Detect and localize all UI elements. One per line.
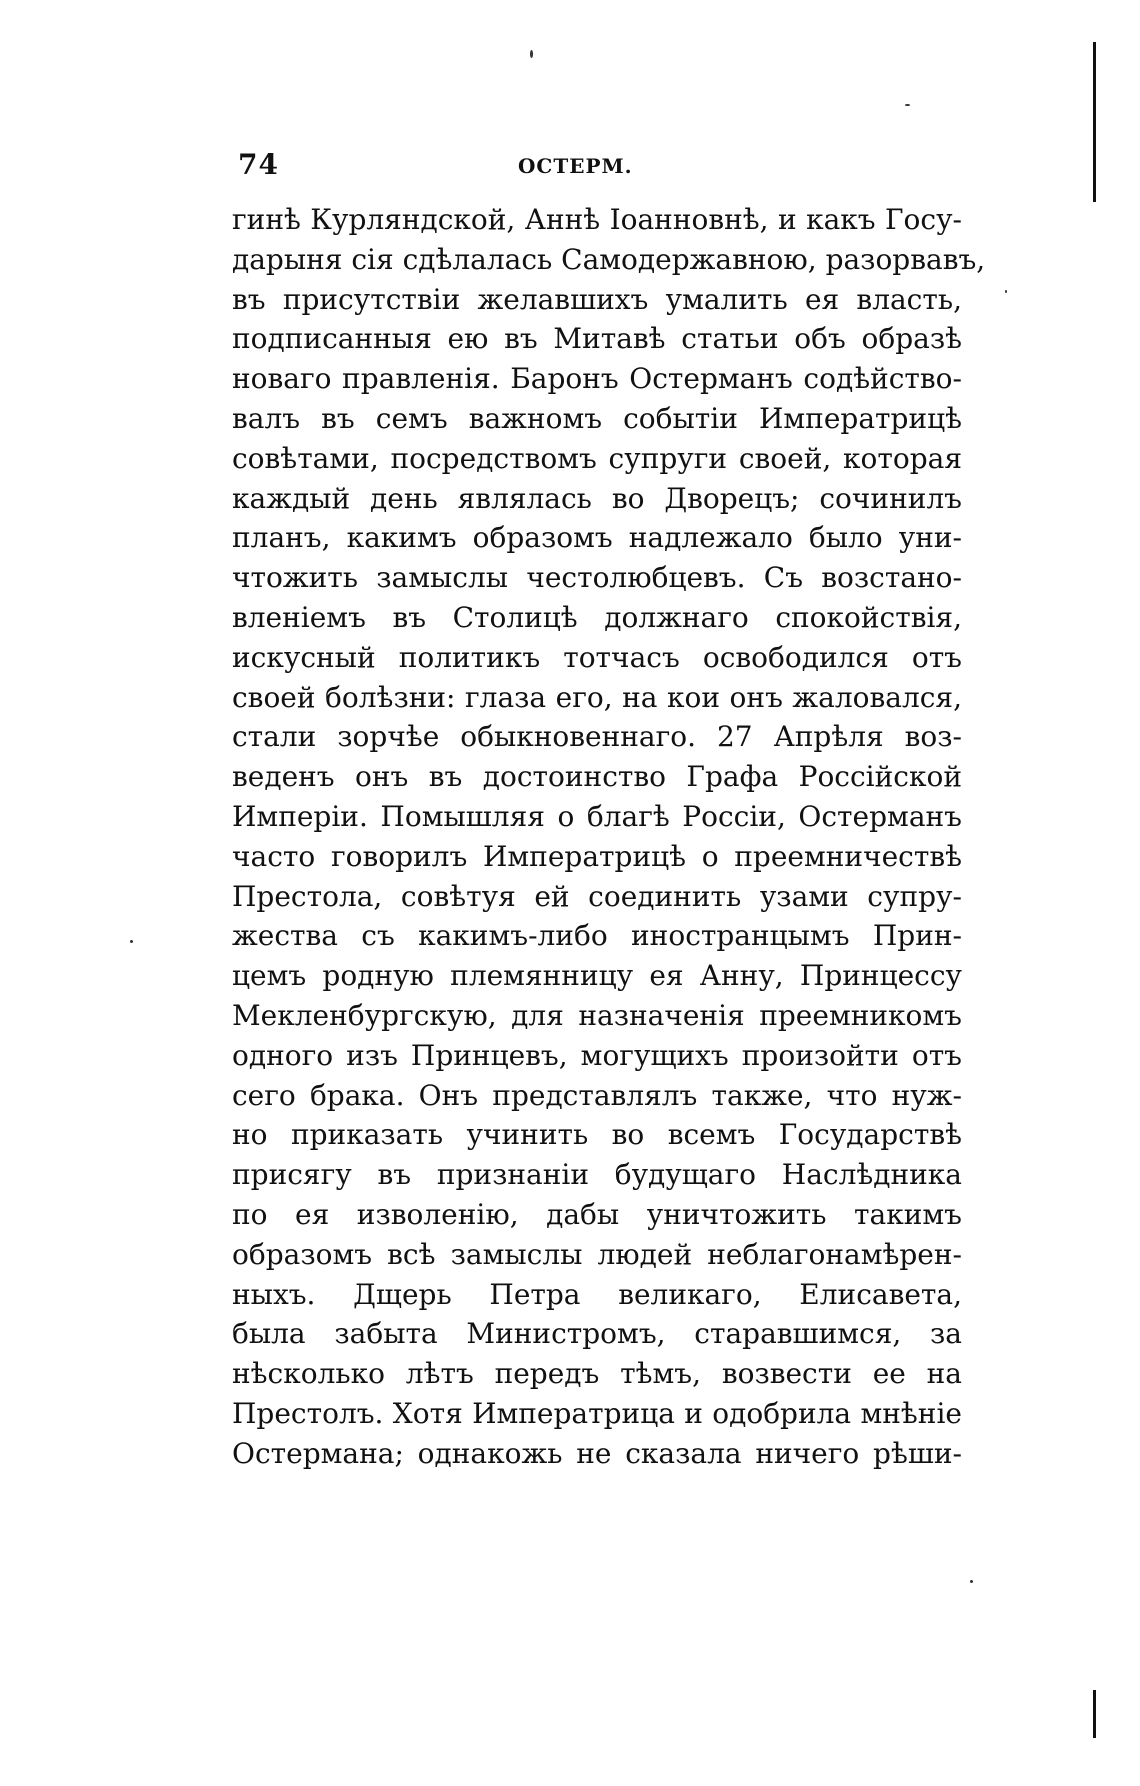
ink-speck <box>905 104 910 106</box>
page-number: 74 <box>238 148 279 181</box>
running-head <box>238 148 958 188</box>
text-line: образомъ всѣ замыслы людей неблагонамѣрен- <box>232 1237 962 1271</box>
text-line: часто говорилъ Императрицѣ о преемничествѣ <box>232 839 962 873</box>
text-line: дарыня сія сдѣлалась Самодержавною, разорвавъ, <box>232 242 986 276</box>
text-line: присягу въ признаніи будущаго Наслѣдника <box>232 1158 962 1192</box>
text-line: цемъ родную племянницу ея Анну, Принцессу <box>232 959 962 993</box>
running-title: ОСТЕРМ. <box>518 154 633 178</box>
text-line: чтожить замыслы честолюбцевъ. Съ возстано- <box>232 561 962 595</box>
text-line: сего брака. Онъ представлялъ также, что нуж- <box>232 1078 962 1112</box>
text-line: гинѣ Курляндской, Аннѣ Іоанновнѣ, и какъ Госу- <box>232 203 962 236</box>
text-line: жества съ какимъ-либо иностранцымъ Прин- <box>232 919 962 953</box>
text-line: была забыта Министромъ, старавшимся, за <box>232 1317 962 1351</box>
text-line: Престола, совѣтуя ей соединить узами супру- <box>232 879 962 913</box>
text-line: своей болѣзни: глаза его, на кои онъ жаловался, <box>232 680 962 714</box>
text-line: Престолъ. Хотя Императрица и одобрила мнѣніе <box>232 1396 962 1430</box>
margin-rule-bottom <box>1093 1690 1096 1738</box>
text-line: Мекленбургскую, для назначенія преемникомъ <box>232 998 962 1032</box>
margin-rule-top <box>1093 42 1096 202</box>
text-line: но приказать учинить во всемъ Государствѣ <box>232 1118 962 1152</box>
ink-speck <box>130 940 133 943</box>
text-line: совѣтами, посредствомъ супруги своей, которая <box>232 441 962 475</box>
text-line: веденъ онъ въ достоинство Графа Россійской <box>232 760 962 794</box>
text-line: новаго правленія. Баронъ Остерманъ содѣйство- <box>232 362 962 396</box>
text-line: Остермана; однакожь не сказала ничего рѣши- <box>232 1436 962 1470</box>
text-line: валъ въ семъ важномъ событіи Императрицѣ <box>232 401 962 435</box>
text-line: одного изъ Принцевъ, могущихъ произойти отъ <box>232 1038 962 1072</box>
text-line: нѣсколько лѣтъ передъ тѣмъ, возвести ее на <box>232 1357 962 1391</box>
text-line: стали зорчѣе обыкновеннаго. 27 Апрѣля воз- <box>232 720 962 754</box>
ink-speck <box>530 50 533 58</box>
text-line: вленіемъ въ Столицѣ должнаго спокойствія, <box>232 600 962 634</box>
text-line: въ присутствіи желавшихъ умалить ея власть, <box>232 282 962 316</box>
ink-speck <box>970 1580 973 1583</box>
text-line: ныхъ. Дщерь Петра великаго, Елисавета, <box>232 1277 962 1311</box>
text-line: Имперіи. Помышляя о благѣ Россіи, Остерманъ <box>232 799 962 833</box>
text-line: искусный политикъ тотчасъ освободился отъ <box>232 640 962 674</box>
text-line: каждый день являлась во Дворецъ; сочинилъ <box>232 481 962 515</box>
text-line: планъ, какимъ образомъ надлежало было уни- <box>232 521 962 555</box>
body-text <box>232 200 986 1474</box>
text-line: по ея изволенію, дабы уничтожить такимъ <box>232 1197 962 1231</box>
text-line: подписанныя ею въ Митавѣ статьи объ образѣ <box>232 322 962 356</box>
ink-speck <box>1005 290 1007 293</box>
